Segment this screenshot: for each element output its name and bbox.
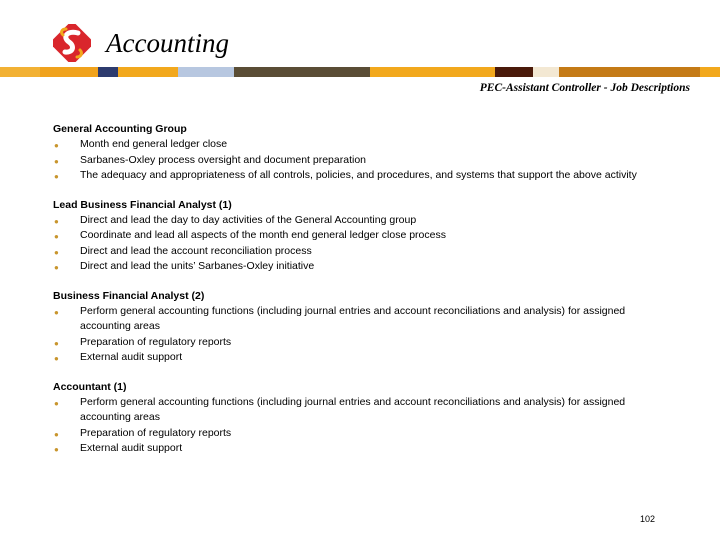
color-bar-segment <box>559 67 700 77</box>
section-general-accounting-group <box>53 122 663 184</box>
list-item-text: External audit support <box>80 351 183 363</box>
section-accountant <box>53 380 663 457</box>
list-item-text: Direct and lead the units’ Sarbanes-Oxley initiative <box>80 260 315 272</box>
bullet-icon: ● <box>54 141 59 150</box>
bullet-icon: ● <box>54 263 59 272</box>
list-item-text: Coordinate and lead all aspects of the month end general ledger close process <box>80 229 446 241</box>
list-item <box>53 335 663 351</box>
section-title: Accountant (1) <box>53 380 127 393</box>
list-item-text: Preparation of regulatory reports <box>80 426 232 439</box>
list-item-text: Sarbanes-Oxley process oversight and document preparation <box>80 153 366 166</box>
page-number: 102 <box>640 514 656 524</box>
page-title: Accounting <box>106 28 229 58</box>
color-bar-segment <box>700 67 720 77</box>
list-item-text: Perform general accounting functions (including journal entries and account reconciliations and analysis) for assigned accounting areas <box>80 304 626 332</box>
color-bar-segment <box>178 67 234 77</box>
list-item <box>53 259 663 275</box>
bullet-icon: ● <box>54 247 59 257</box>
bullet-icon: ● <box>54 429 59 439</box>
header-color-bar <box>0 67 720 77</box>
job-descriptions <box>53 122 663 471</box>
list-item-text: Direct and lead the day to day activities of the General Accounting group <box>80 213 417 226</box>
list-item <box>53 350 663 366</box>
color-bar-segment <box>495 67 533 77</box>
list-item <box>53 228 663 244</box>
list-item <box>53 168 663 184</box>
color-bar-segment <box>0 67 40 77</box>
list-item <box>53 426 663 442</box>
list-item-text: Preparation of regulatory reports <box>80 335 232 348</box>
section-lead-business-financial-analyst <box>53 198 663 275</box>
color-bar-segment <box>533 67 559 77</box>
color-bar-segment <box>118 67 178 77</box>
section-title: General Accounting Group <box>53 123 187 135</box>
list-item <box>53 441 663 457</box>
bullet-icon: ● <box>54 156 59 166</box>
bullet-icon: ● <box>54 172 59 181</box>
color-bar-segment <box>370 67 495 77</box>
company-logo-icon <box>53 24 91 62</box>
list-item <box>53 213 663 229</box>
list-item-text: The adequacy and appropriateness of all controls, policies, and procedures, and systems that support the above activity <box>80 169 637 181</box>
list-item <box>53 153 663 169</box>
list-item-text: External audit support <box>80 442 183 454</box>
list-item <box>53 395 663 426</box>
list-item <box>53 137 663 153</box>
list-item-text: Direct and lead the account reconciliation process <box>80 244 312 257</box>
color-bar-segment <box>40 67 98 77</box>
page-subtitle: PEC-Assistant Controller - Job Descriptions <box>479 82 690 94</box>
bullet-icon: ● <box>54 338 59 348</box>
bullet-icon: ● <box>54 445 59 454</box>
section-business-financial-analyst <box>53 289 663 366</box>
section-title: Business Financial Analyst (2) <box>53 289 205 302</box>
list-item <box>53 304 663 335</box>
bullet-icon: ● <box>54 232 59 241</box>
bullet-icon: ● <box>54 354 59 363</box>
color-bar-segment <box>98 67 118 77</box>
list-item-text: Perform general accounting functions (including journal entries and account reconciliations and analysis) for assigned accounting areas <box>80 395 626 423</box>
list-item <box>53 244 663 260</box>
list-item-text: Month end general ledger close <box>80 138 228 150</box>
bullet-icon: ● <box>54 216 59 226</box>
bullet-icon: ● <box>54 398 59 408</box>
bullet-icon: ● <box>54 307 59 317</box>
section-title: Lead Business Financial Analyst (1) <box>53 198 232 211</box>
color-bar-segment <box>234 67 370 77</box>
